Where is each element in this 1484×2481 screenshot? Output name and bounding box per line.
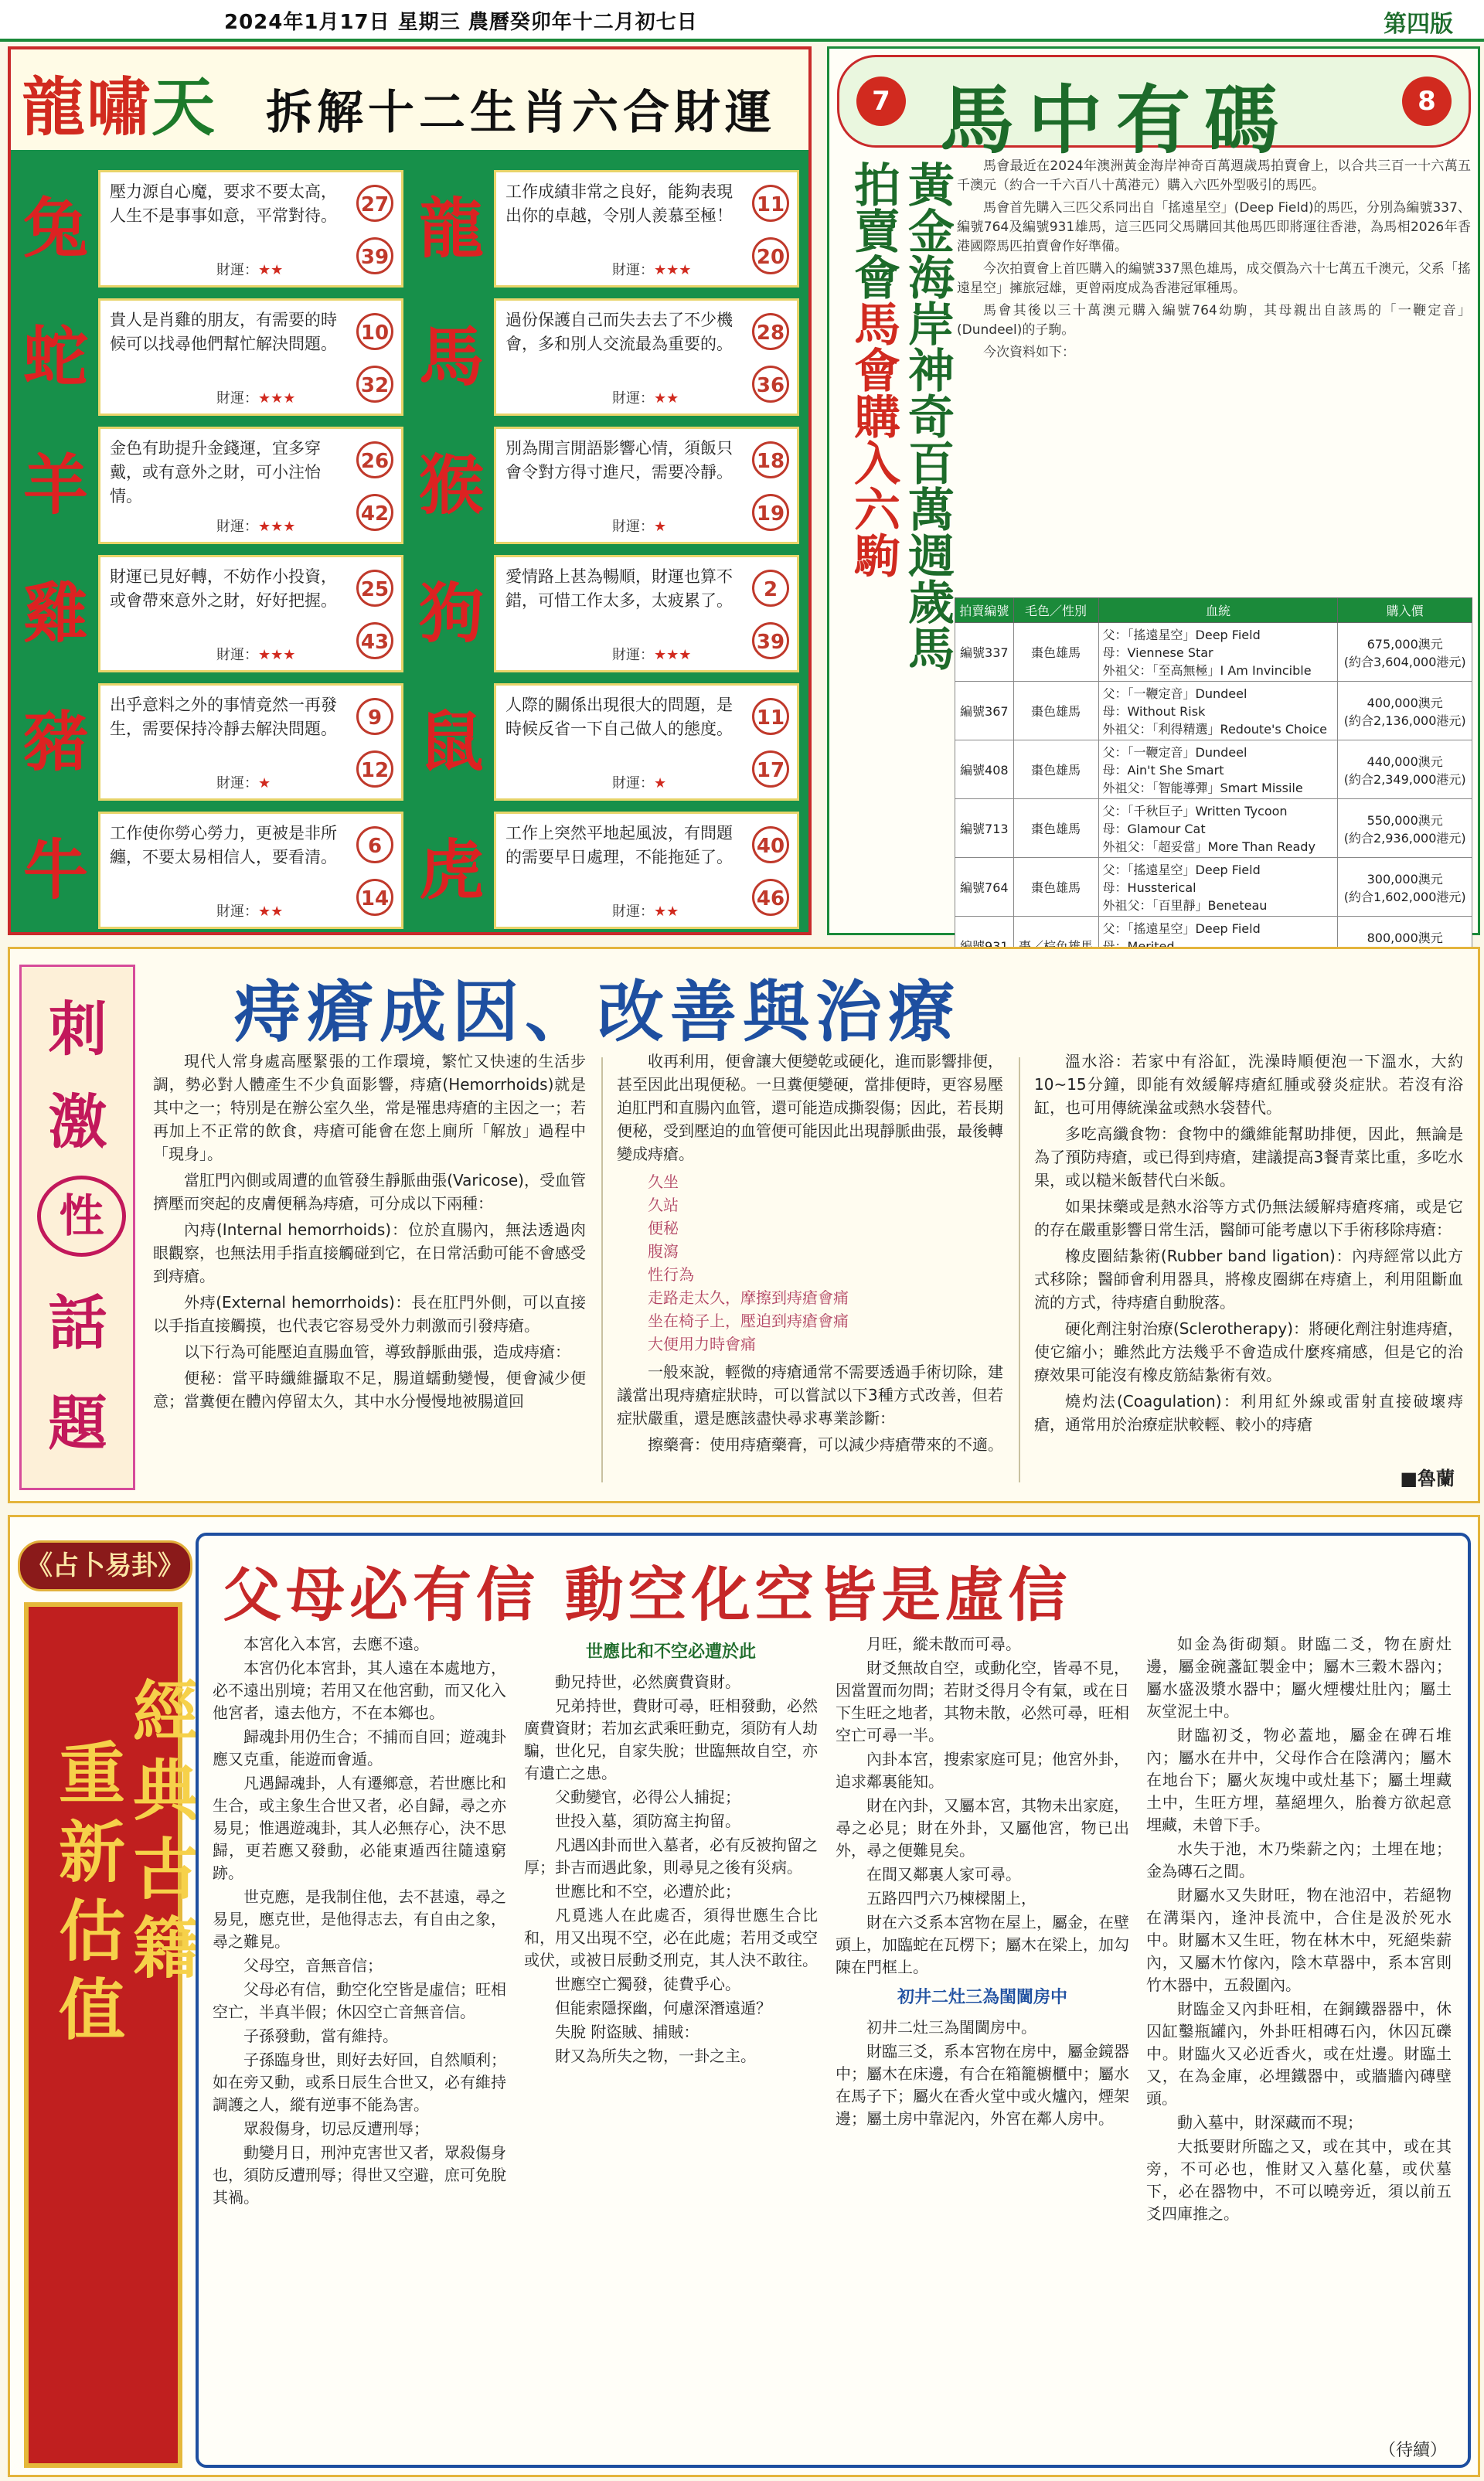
divination-column-1 (213, 1633, 506, 2210)
zodiac-animal: 龍 (418, 190, 484, 267)
zodiac-animal: 羊 (22, 447, 88, 523)
sire: 父：「搖遠星空」Deep Field (1102, 863, 1261, 877)
divination-paragraph: 內卦本宮，搜索家庭可見；他宮外卦，追求鄰裏能知。 (836, 1750, 1129, 1791)
article-paragraph: 多吃高纖食物：食物中的纖維能幫助排便，因此，無論是為了預防痔瘡，或已得到痔瘡，建議提高3餐青菜比重，多吃水果，或以糙米飯替代白米飯。 (1034, 1125, 1463, 1189)
fortune-rating (216, 900, 283, 921)
fortune-label: 財運： (216, 390, 258, 407)
divination-paragraph: 財臨三爻，系本宮物在房中，屬金鏡器中；屬木在床邊，有合在箱籠櫥櫃中；屬水在馬子下；屬火在香火堂中或火爐內，煙架邊；屬土房中靠泥內，外宮在鄰人房中。 (836, 2042, 1129, 2128)
lucky-number: 46 (752, 879, 789, 916)
price-hkd: (約合2,136,000港元) (1343, 713, 1466, 728)
fortune-rating (612, 259, 691, 279)
divination-paragraph: 財屬水又失財旺，物在池沼中，若絕物在溝渠內，逢沖長流中，合住是汲於死水中。財屬木又生旺，物在林木中，死絕柴薪內，又屬木竹傢內，陰木草器中，系本宮則竹木器中，五殺圍內。 (1146, 1886, 1452, 1994)
fortune-rating (612, 516, 666, 536)
divination-section (8, 1515, 1480, 2477)
zodiac-row (413, 165, 803, 291)
divination-paragraph: 大抵要財所臨之又，或在其中，或在其旁，不可必也，惟財又入墓化墓，或伏墓下，必在器物中，不可以曉旁近，須以前五爻四庫推之。 (1146, 2137, 1452, 2223)
fortune-text: 財運已見好轉，不妨作小投資，或會帶來意外之財，好好把握。 (110, 567, 337, 610)
fortune-text: 過份保護自己而失去去了不少機會，多和別人交流最為重要的。 (505, 311, 733, 353)
divination-subheading: 世應比和不空必遭於此 (585, 1642, 756, 1662)
zodiac-row (17, 550, 407, 676)
divination-paragraph: 財爻無故自空，或動化空，皆尋不見，因當置而勿問；若財爻得月令有氣，或在日下生旺之地者，其物未散，必然可尋，旺相空亡可尋一半。 (836, 1659, 1129, 1744)
zodiac-animal: 雞 (22, 575, 88, 652)
dam: 母：Ain't She Smart (1102, 763, 1224, 778)
fortune-rating (216, 259, 283, 279)
zodiac-row (413, 294, 803, 420)
price-hkd: (約合3,604,000港元) (1343, 654, 1466, 669)
health-column-2 (617, 1050, 1003, 1459)
zodiac-row (17, 422, 407, 548)
damsire: 外祖父：「智能導彈」Smart Missile (1102, 781, 1303, 795)
dam: 母：Viennese Star (1102, 645, 1213, 660)
horse-sex: 棗色雄馬 (1013, 623, 1098, 682)
sidebar-word: 題 (48, 1389, 107, 1458)
badge-right: 8 (1402, 77, 1452, 126)
zodiac-row (17, 807, 407, 933)
symptom-item: 走路走太久，摩擦到痔瘡會痛 (648, 1288, 849, 1307)
price-aud: 675,000澳元 (1367, 636, 1443, 652)
lucky-number: 42 (356, 494, 393, 531)
horse-sex: 棗色雄馬 (1013, 858, 1098, 917)
divination-paragraph: 但能索隱探幽，何慮深潛遠遁？ (555, 1999, 771, 2017)
divination-paragraph: 初井二灶三為閨閫房中。 (866, 2018, 1036, 2037)
pedigree (1098, 682, 1338, 740)
lucky-number: 36 (752, 366, 789, 403)
divination-paragraph: 財在六爻系本宮物在屋上，屬金，在壁頭上，加臨蛇在瓦楞下；屬木在梁上，加勾陳在門框上。 (836, 1913, 1129, 1976)
horse-article-body (957, 157, 1471, 366)
fortune-stars: ★★★ (258, 390, 296, 407)
article-paragraph: 硬化劑注射治療(Sclerotherapy)：將硬化劑注射進痔瘡，使它縮小；雖然此方法幾乎不會造成什麼疼痛感，但是它的治療效果可能沒有橡皮筋結紮術有效。 (1034, 1319, 1464, 1384)
price-hkd: (約合2,349,000港元) (1343, 771, 1466, 787)
fortune-stars: ★★★ (654, 262, 692, 278)
table-header: 拍賣編號 (955, 598, 1014, 623)
lucky-number: 27 (356, 185, 393, 222)
table-header: 血統 (1098, 598, 1338, 623)
zodiac-animal: 鼠 (418, 703, 484, 780)
article-paragraph: 一般來說，輕微的痔瘡通常不需要透過手術切除，建議當出現痔瘡症狀時，可以嘗試以下3種方式改善，但若症狀嚴重，還是應該盡快尋求專業診斷： (617, 1363, 1003, 1428)
article-paragraph: 溫水浴：若家中有浴缸，洗澡時順便泡一下溫水，大約10~15分鐘，即能有效緩解痔瘡紅腫或發炎症狀。若沒有浴缸，也可用傳統澡盆或熱水袋替代。 (1034, 1052, 1463, 1117)
lucky-number: 2 (752, 570, 789, 607)
damsire: 外祖父：「超妥當」More Than Ready (1102, 839, 1316, 854)
lucky-number: 14 (356, 879, 393, 916)
table-row (955, 682, 1472, 740)
zodiac-row (413, 550, 803, 676)
table-row (955, 623, 1472, 682)
zodiac-right-column (413, 165, 803, 935)
lucky-number: 20 (752, 237, 789, 274)
zodiac-row (17, 294, 407, 420)
fortune-rating (612, 387, 679, 407)
health-title: 痔瘡成因、改善與治療 (234, 973, 961, 1051)
divination-paragraph: 父母必有信，動空化空皆是虛信；旺相空亡，半真半假；休囚空亡音無音信。 (213, 1980, 506, 2021)
fortune-label: 財運： (612, 519, 654, 535)
price-aud: 550,000澳元 (1367, 812, 1443, 828)
zodiac-row (413, 807, 803, 933)
table-header: 毛色／性別 (1013, 598, 1098, 623)
scroll-text-a: 經典古籍 (121, 1676, 199, 1992)
lot-number: 編號713 (955, 799, 1014, 858)
symptom-item: 性行為 (648, 1265, 694, 1284)
price-aud: 300,000澳元 (1367, 871, 1443, 887)
damsire: 外祖父：「至高無極」I Am Invincible (1102, 663, 1312, 678)
badge-left: 7 (856, 77, 906, 126)
dam: 母：Hussterical (1102, 880, 1196, 895)
fortune-label: 財運： (216, 647, 258, 663)
fortune-stars: ★ (654, 519, 667, 535)
sire: 父：「一鞭定音」Dundeel (1102, 745, 1247, 760)
fortune-text: 人際的關係出現很大的問題，是時候反省一下自己做人的態度。 (505, 696, 733, 738)
lucky-number: 40 (752, 826, 789, 863)
to-be-continued: （待續） (1378, 2441, 1447, 2460)
health-column-3 (1034, 1050, 1463, 1439)
divination-paragraph: 水失于池，木乃柴薪之內；土埋在地；金為磚石之間。 (1146, 1839, 1452, 1880)
divination-column-4 (1146, 1633, 1452, 2227)
fortune-label: 財運： (612, 647, 654, 663)
article-paragraph: 收再利用，便會讓大便變乾或硬化，進而影響排便，甚至因此出現便秘。一旦糞便變硬，當排便時，更容易壓迫肛門和直腸內血管，還可能造成撕裂傷；因此，若長期便秘，受到壓迫的血管便可能因此出現靜脈曲張，最後轉變成痔瘡。 (617, 1052, 1003, 1163)
horse-paragraph: 馬會其後以三十萬澳元購入編號764幼駒，其母親出自該馬的「一鞭定音」(Dundeel)的子駒。 (957, 303, 1471, 338)
divination-paragraph: 世應空亡獨發，徒費乎心。 (555, 1975, 740, 1993)
divination-paragraph: 子孫發動，當有維持。 (243, 2027, 398, 2045)
divination-paragraph: 世投入墓，須防窩主拘留。 (555, 1812, 740, 1830)
fortune-rating (216, 644, 295, 664)
fortune-rating (612, 772, 666, 792)
zodiac-fortune-box (494, 555, 799, 672)
fortune-stars: ★★★ (258, 519, 296, 535)
zodiac-animal: 馬 (418, 318, 484, 395)
fortune-label: 財運： (612, 262, 654, 278)
fortune-stars: ★ (258, 775, 271, 791)
pedigree (1098, 623, 1338, 682)
lucky-number: 9 (356, 698, 393, 735)
zodiac-fortune-box (98, 170, 403, 288)
lot-number: 編號408 (955, 740, 1014, 799)
price (1338, 740, 1472, 799)
price-aud: 440,000澳元 (1367, 754, 1443, 769)
price-aud: 400,000澳元 (1367, 695, 1443, 710)
pedigree (1098, 740, 1338, 799)
symptom-item: 腹瀉 (648, 1242, 679, 1261)
zodiac-brand: 龍嘯天 (22, 70, 217, 145)
horse-sex: 棗色雄馬 (1013, 682, 1098, 740)
zodiac-animal: 牛 (22, 832, 88, 908)
horse-purchase-table (955, 597, 1472, 975)
fortune-text: 愛情路上甚為暢順，財運也算不錯，可惜工作太多，太疲累了。 (505, 567, 733, 610)
divination-paragraph: 動入墓中，財深藏而不現； (1177, 2113, 1363, 2132)
table-header: 購入價 (1338, 598, 1472, 623)
divination-paragraph: 凡覓逃人在此處否，須得世應生合比和，用又出現不空，必在此處；若用爻或空或伏，或被日辰動爻刑克，其人決不敢往。 (524, 1906, 818, 1969)
zodiac-row (17, 165, 407, 291)
fortune-rating (612, 644, 691, 664)
lot-number: 編號367 (955, 682, 1014, 740)
fortune-label: 財運： (216, 519, 258, 535)
divination-paragraph: 財在內卦，又屬本宮，其物未出家庭，尋之必見；財在外卦，又屬他宮，物已出外，尋之便難見矣。 (836, 1796, 1129, 1860)
fortune-text: 出乎意料之外的事情竟然一再發生，需要保持冷靜去解決問題。 (110, 696, 337, 738)
divination-paragraph: 動兄持世，必然廣費資財。 (555, 1673, 740, 1691)
zodiac-fortune-box (98, 427, 403, 544)
article-paragraph: 便秘：當平時纖維攝取不足，腸道蠕動變慢，便會減少便意；當糞便在體內停留太久，其中水分慢慢地被腸道回 (153, 1369, 586, 1411)
lot-number: 編號337 (955, 623, 1014, 682)
zodiac-fortune-box (494, 683, 799, 801)
fortune-stars: ★★★ (258, 647, 296, 663)
lucky-number: 43 (356, 622, 393, 659)
lucky-number: 11 (752, 185, 789, 222)
pedigree (1098, 858, 1338, 917)
fortune-text: 貴人是肖雞的朋友，有需要的時候可以找尋他們幫忙解決問題。 (110, 311, 337, 353)
article-paragraph: 橡皮圈結紮術(Rubber band ligation)：內痔經常以此方式移除；醫師會利用器具，將橡皮圈綁在痔瘡上，利用阻斷血流的方式，待痔瘡自動脫落。 (1034, 1247, 1463, 1312)
fortune-text: 工作成績非常之良好，能夠表現出你的卓越，令別人羨慕至極！ (505, 182, 733, 225)
fortune-rating (216, 387, 295, 407)
fortune-stars: ★★★ (654, 647, 692, 663)
sidebar-word: 性 (37, 1176, 126, 1257)
lucky-number: 28 (752, 313, 789, 350)
symptom-item: 大便用力時會痛 (648, 1335, 756, 1353)
zodiac-fortune-section (8, 46, 812, 935)
horse-banner (837, 55, 1471, 164)
divination-paragraph: 如金為街砌類。財臨二爻，物在廚灶邊，屬金碗盞缸製金中；屬木三穀木器內；屬水盛汲漿水器中；屬火煙樓灶肚內；屬土灰堂泥土中。 (1146, 1635, 1452, 1720)
zodiac-animal: 猴 (418, 447, 484, 523)
scroll-text-b: 重新估值 (47, 1738, 125, 2054)
divination-paragraph: 子孫臨身世，則好去好回，自然順利；如在旁又動，或系日辰生合世又，必有維持調護之人，縱有逆事不能為害。 (213, 2050, 506, 2114)
price (1338, 858, 1472, 917)
zodiac-fortune-box (494, 298, 799, 416)
divination-column-3 (836, 1633, 1129, 2132)
issue-date: 2024年1月17日 星期三 農曆癸卯年十二月初七日 (224, 11, 698, 34)
sire: 父：「搖遠星空」Deep Field (1102, 921, 1261, 936)
zodiac-subtitle: 拆解十二生肖六合財運 (266, 86, 776, 140)
sire: 父：「千秋巨子」Written Tycoon (1102, 804, 1288, 818)
zodiac-animal: 虎 (418, 832, 484, 908)
table-row (955, 740, 1472, 799)
price (1338, 623, 1472, 682)
price (1338, 682, 1472, 740)
hemorrhoids-article (8, 947, 1480, 1503)
article-paragraph: 現代人常身處高壓緊張的工作環境，繁忙又快速的生活步調，勢必對人體產生不少負面影響，痔瘡(Hemorrhoids)就是其中之一；特別是在辦公室久坐，常是罹患痔瘡的主因之一；若再加上不正常的飲食，痔瘡可能會在您上廁所「解放」過程中「現身」。 (153, 1052, 586, 1163)
horse-vertical-headline: 黃金海岸神奇百萬週歲馬拍賣會馬會購入六駒 (846, 161, 955, 671)
horse-auction-section (827, 46, 1480, 945)
divination-paragraph: 父動變官，必得公人捕捉； (555, 1788, 740, 1806)
lucky-number: 39 (752, 622, 789, 659)
fortune-stars: ★★ (654, 390, 679, 407)
fortune-label: 財運： (612, 390, 654, 407)
zodiac-fortune-box (98, 812, 403, 929)
article-paragraph: 內痔(Internal hemorrhoids)：位於直腸內，無法透過肉眼觀察，也無法用手指直接觸碰到它，在日常活動可能不會感受到痔瘡。 (153, 1220, 586, 1285)
divination-title: 父母必有信 動空化空皆是虛信 (223, 1560, 1072, 1629)
fortune-rating (216, 772, 271, 792)
fortune-stars: ★ (654, 775, 667, 791)
damsire: 外祖父：「百里靜」Beneteau (1102, 898, 1268, 913)
lucky-number: 26 (356, 441, 393, 478)
article-paragraph: 燒灼法(Coagulation)：利用紅外線或雷射直接破壞痔瘡，通常用於治療症狀較輕、較小的痔瘡 (1034, 1392, 1463, 1434)
symptom-item: 久站 (648, 1196, 679, 1214)
article-paragraph: 擦藥膏：使用痔瘡藥膏，可以減少痔瘡帶來的不適。 (648, 1435, 1003, 1454)
zodiac-header (11, 49, 808, 150)
horse-paragraph: 馬會最近在2024年澳洲黃金海岸神奇百萬週歲馬拍賣會上，以合共三百一十六萬五千澳元（約合一千六百八十萬港元）購入六匹外型吸引的馬匹。 (957, 158, 1471, 193)
symptom-item: 便秘 (648, 1219, 679, 1237)
divination-paragraph: 在間又鄰裏人家可尋。 (866, 1865, 1021, 1884)
dam: 母：Glamour Cat (1102, 822, 1206, 836)
zodiac-fortune-box (98, 683, 403, 801)
zodiac-animal: 豬 (22, 703, 88, 780)
zodiac-left-column (17, 165, 407, 935)
zodiac-row (17, 679, 407, 805)
fortune-text: 壓力源自心魔，要求不要太高，人生不是事事如意，平常對待。 (110, 182, 337, 225)
symptom-item: 坐在椅子上，壓迫到痔瘡會痛 (648, 1312, 849, 1330)
horse-title: 馬中有碼 (940, 77, 1292, 164)
fortune-label: 財運： (216, 775, 258, 791)
article-paragraph: 外痔(External hemorrhoids)：長在肛門外側，可以直接以手指直接觸摸，也代表它容易受外力刺激而引發痔瘡。 (153, 1293, 586, 1335)
horse-paragraph: 今次拍賣會上首匹購入的編號337黑色雄馬，成交價為六十七萬五千澳元，父系「搖遠星空」擁旅冠雄，更曾兩度成為香港冠軍種馬。 (957, 261, 1471, 296)
pedigree (1098, 799, 1338, 858)
divination-paragraph: 月旺，縱未散而可尋。 (866, 1635, 1021, 1653)
divination-paragraph: 財臨金又內卦旺相，在銅鐵器器中，休囚缸鑿瓶罐內，外卦旺相磚石內，休囚瓦礫中。財臨火又必近香火，或在灶邊。財臨土又，在為金庫，必埋鐵器中，或牆牆內磚壁頭。 (1146, 1999, 1452, 2108)
symptom-item: 久坐 (648, 1172, 679, 1191)
lot-number: 編號764 (955, 858, 1014, 917)
fortune-rating (612, 900, 679, 921)
lucky-number: 18 (752, 441, 789, 478)
zodiac-fortune-box (494, 812, 799, 929)
lucky-number: 11 (752, 698, 789, 735)
sidebar-word: 話 (48, 1288, 107, 1357)
sire: 父：「搖遠星空」Deep Field (1102, 628, 1261, 642)
fortune-stars: ★★ (258, 262, 284, 278)
zodiac-animal: 兔 (22, 190, 88, 267)
divination-column-2 (524, 1633, 818, 2069)
zodiac-fortune-box (98, 298, 403, 416)
lucky-number: 6 (356, 826, 393, 863)
divination-paragraph: 初井二灶三為閨閫房中 (897, 1988, 1067, 2007)
lucky-number: 10 (356, 313, 393, 350)
lucky-number: 39 (356, 237, 393, 274)
fortune-rating (216, 516, 295, 536)
divination-paragraph: 本宮化入本宮，去應不遠。 (243, 1635, 429, 1653)
fortune-text: 金色有助提升金錢運，宜多穿戴，或有意外之財，可小注怡情。 (110, 439, 321, 505)
zodiac-row (413, 422, 803, 548)
classic-scroll-banner (24, 1602, 199, 2468)
divination-paragraph: 世克應，是我制住他，去不甚遠，尋之易見，應克世，是他得志去，有自由之象，尋之難見。 (213, 1887, 506, 1951)
topic-sidebar (19, 965, 135, 1490)
divination-paragraph: 失脫 附盜賊、捕賊： (555, 2023, 699, 2041)
fortune-text: 別為閒言閒語影響心情，須飯只會令對方得寸進尺，需要冷靜。 (505, 439, 733, 482)
divination-paragraph: 父母空，音無音信； (243, 1956, 383, 1975)
fortune-text: 工作上突然平地起風波，有問題的需要早日處理，不能拖延了。 (505, 824, 733, 866)
fortune-label: 財運： (216, 904, 258, 920)
zodiac-animal: 狗 (418, 575, 484, 652)
fortune-text: 工作使你勞心勞力，更被是非所纏，不要太易相信人，要看清。 (110, 824, 337, 866)
price-hkd: (約合1,602,000港元) (1343, 889, 1466, 904)
fortune-label: 財運： (612, 904, 654, 920)
zodiac-row (413, 679, 803, 805)
lucky-number: 25 (356, 570, 393, 607)
price-aud: 800,000澳元 (1367, 930, 1443, 945)
fortune-label: 財運： (612, 775, 654, 791)
article-paragraph: 當肛門內側或周遭的血管發生靜脈曲張(Varicose)，受血管擠壓而突起的皮膚便稱為痔瘡，可分成以下兩種： (153, 1171, 586, 1213)
price-hkd: (約合2,936,000港元) (1343, 830, 1466, 846)
price (1338, 799, 1472, 858)
fortune-stars: ★★ (654, 904, 679, 920)
zodiac-fortune-box (494, 427, 799, 544)
divination-paragraph: 動變月日，刑沖克害世又者，眾殺傷身也，須防反遭刑辱；得世又空避，庶可免脫其禍。 (213, 2143, 506, 2207)
sidebar-word: 刺 (48, 995, 107, 1064)
divination-paragraph: 兄弟持世，費財可尋，旺相發動，必然廣費資財；若加玄武乘旺動克，須防有人劫騙，世化兄，自家失脫；世臨無故自空，亦有遺亡之患。 (524, 1697, 818, 1782)
health-column-1 (153, 1050, 586, 1416)
horse-paragraph: 馬會首先購入三匹父系同出自「搖遠星空」(Deep Field)的馬匹，分別為編號337、編號764及編號931雄馬，這三匹同父馬購回其他馬匹即將運往香港，為馬相2026年香港國際馬匹拍賣會作好準備。 (957, 200, 1471, 254)
edition-label: 第四版 (1384, 11, 1453, 38)
horse-sex: 棗色雄馬 (1013, 740, 1098, 799)
zodiac-animal: 蛇 (22, 318, 88, 395)
article-paragraph: 以下行為可能壓迫直腸血管，導致靜脈曲張，造成痔瘡： (184, 1343, 570, 1361)
divination-paragraph: 本宮仍化本宮卦，其人遠在本處地方，必不遠出別境；若用又在他宮動，而又化入他宮者，遠去他方，不在本鄉也。 (213, 1659, 506, 1722)
author-byline: ■魯蘭 (1400, 1468, 1455, 1489)
dam: 母：Without Risk (1102, 704, 1206, 719)
lucky-number: 19 (752, 494, 789, 531)
article-paragraph: 如果抹藥或是熱水浴等方式仍無法緩解痔瘡疼痛，或是它的存在嚴重影響日常生活，醫師可能考慮以下手術移除痔瘡： (1034, 1197, 1463, 1239)
divination-paragraph: 眾殺傷身，切忌反遭刑辱； (243, 2119, 429, 2138)
symptom-list (648, 1170, 1003, 1356)
zodiac-fortune-box (494, 170, 799, 288)
table-row (955, 858, 1472, 917)
fortune-stars: ★★ (258, 904, 284, 920)
damsire: 外祖父：「利得精選」Redoute's Choice (1102, 722, 1328, 737)
page-header (0, 0, 1484, 42)
column-tag: 《占卜易卦》 (18, 1540, 192, 1591)
divination-paragraph: 歸魂卦用仍生合；不捕而自回；遊魂卦應又克重，能遊而會遁。 (213, 1727, 506, 1768)
divination-paragraph: 財又為所失之物，一卦之主。 (555, 2047, 756, 2065)
divination-paragraph: 凡遇歸魂卦，人有遷鄉意，若世應比和生合，或主象生合世又者，必自歸，尋之亦易見；惟遇遊魂卦，其人必無存心，決不思歸，更若應又發動，必能東遁西往隨遠窮跡。 (213, 1774, 506, 1882)
sidebar-word: 激 (48, 1087, 107, 1156)
divination-paragraph: 世應比和不空，必遭於此； (555, 1882, 740, 1901)
sire: 父：「一鞭定音」Dundeel (1102, 686, 1247, 701)
zodiac-fortune-box (98, 555, 403, 672)
lucky-number: 17 (752, 750, 789, 788)
fortune-label: 財運： (216, 262, 258, 278)
horse-paragraph: 今次資料如下： (983, 345, 1075, 360)
horse-sex: 棗色雄馬 (1013, 799, 1098, 858)
divination-paragraph: 五路四門六乃棟樑閣上， (866, 1889, 1036, 1908)
divination-paragraph: 凡遇凶卦而世入墓者，必有反被拘留之厚；卦吉而遇此象，則尋見之後有災病。 (524, 1836, 818, 1877)
lucky-number: 32 (356, 366, 393, 403)
divination-paragraph: 財臨初爻，物必蓋地，屬金在碑石堆內；屬水在井中，父母作合在陰溝內；屬木在地台下；屬火灰塊中或灶基下；屬土埋藏土中，生旺方埋，墓絕埋久，胎養方欲起意埋藏，未曾下手。 (1146, 1726, 1452, 1834)
table-row (955, 799, 1472, 858)
lucky-number: 12 (356, 750, 393, 788)
